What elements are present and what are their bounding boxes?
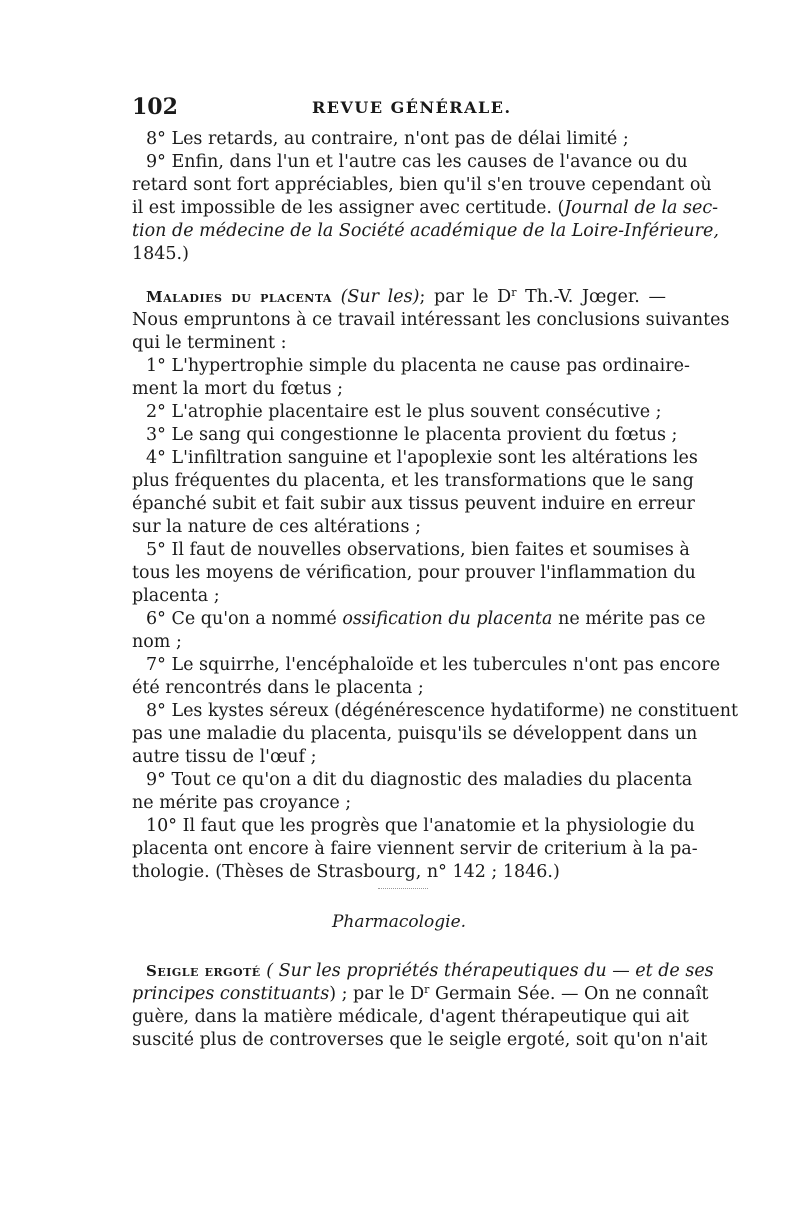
article-title: Maladies du placenta (146, 288, 332, 306)
section-divider (378, 888, 428, 889)
article-heading-line (132, 960, 714, 983)
section-heading-pharmacology: Pharmacologie. (331, 912, 467, 932)
list-item-line: 9° Tout ce qu'on a dit du diagnostic des maladies du placenta (146, 770, 693, 790)
page-number: 102 (132, 94, 178, 120)
list-item-line: 5° Il faut de nouvelles observations, bien faites et soumises à (146, 540, 690, 560)
article-heading-line (132, 286, 666, 309)
list-item-line: 4° L'infiltration sanguine et l'apoplexie sont les altérations les (146, 448, 698, 468)
list-item-line: été rencontrés dans le placenta ; (132, 678, 424, 698)
section-delivery-timing (132, 128, 719, 266)
paragraph-line: Nous empruntons à ce travail intéressant les conclusions suivantes (132, 310, 730, 330)
section-ergot (132, 960, 714, 1052)
article-subject: ( Sur les propriétés thérapeutiques du — et de ses (266, 961, 714, 981)
journal-citation: Journal de la sec- (564, 198, 719, 218)
article-title: Seigle ergoté (146, 962, 261, 980)
line-text: il est impossible de les assigner avec certitude. ( (132, 198, 565, 218)
paragraph-line: 1845.) (132, 244, 189, 264)
list-item-line (132, 608, 706, 631)
list-item-line: plus fréquentes du placenta, et les transformations que le sang (132, 471, 694, 491)
running-title: REVUE GÉNÉRALE. (312, 98, 512, 117)
paragraph-line (132, 197, 719, 220)
line-text: ne mérite pas ce (552, 609, 706, 629)
line-text: 6° Ce qu'on a nommé (146, 609, 343, 629)
list-item-line: 7° Le squirrhe, l'encéphaloïde et les tubercules n'ont pas encore (146, 655, 721, 675)
list-item-line: épanché subit et fait subir aux tissus peuvent induire en erreur (132, 494, 695, 514)
list-item-line: placenta ont encore à faire viennent servir de criterium à la pa- (132, 839, 698, 859)
author-intro: ; par le D (419, 287, 512, 307)
list-item-line: 3° Le sang qui congestionne le placenta provient du fœtus ; (146, 425, 678, 445)
paragraph-line: retard sont fort appréciables, bien qu'il s'en trouve cependant où (132, 175, 712, 195)
article-subject: (Sur les) (340, 287, 420, 307)
list-item-line: thologie. (Thèses de Strasbourg, n° 142 ; 1846.) (132, 862, 560, 882)
emphasis-text: ossification du placenta (342, 609, 553, 629)
journal-citation: tion de médecine de la Société académique de la Loire-Inférieure, (132, 221, 719, 241)
list-item-line: autre tissu de l'œuf ; (132, 747, 317, 767)
article-subject: principes constituants (132, 984, 330, 1004)
paragraph-line: qui le terminent : (132, 333, 287, 353)
list-item-line: ne mérite pas croyance ; (132, 793, 352, 813)
author-name: Germain Sée. — On ne connaît (429, 984, 709, 1004)
author-intro: ) ; par le D (329, 984, 425, 1004)
list-item-line: sur la nature de ces altérations ; (132, 517, 421, 537)
list-item-line: nom ; (132, 632, 182, 652)
list-item-line: 1° L'hypertrophie simple du placenta ne cause pas ordinaire- (146, 356, 690, 376)
list-item-line: 10° Il faut que les progrès que l'anatomie et la physiologie du (146, 816, 695, 836)
paragraph-line: 9° Enfin, dans l'un et l'autre cas les causes de l'avance ou du (146, 152, 688, 172)
paragraph-line (132, 220, 719, 243)
list-item-line: 2° L'atrophie placentaire est le plus souvent consécutive ; (146, 402, 662, 422)
author-title-sup: r (511, 286, 517, 299)
list-item-line: pas une maladie du placenta, puisqu'ils se développent dans un (132, 724, 698, 744)
article-heading-line (132, 983, 709, 1006)
page-header (132, 94, 666, 124)
list-item-line: 8° Les kystes séreux (dégénérescence hydatiforme) ne constituent (146, 701, 739, 721)
list-item-line: tous les moyens de vérification, pour prouver l'inflammation du (132, 563, 696, 583)
paragraph-line: 8° Les retards, au contraire, n'ont pas de délai limité ; (146, 129, 629, 149)
list-item-line: ment la mort du fœtus ; (132, 379, 344, 399)
paragraph-line: guère, dans la matière médicale, d'agent thérapeutique qui ait (132, 1007, 689, 1027)
author-name: Th.-V. Jœger. — (516, 287, 666, 307)
section-placenta-diseases (132, 286, 739, 884)
paragraph-line: suscité plus de controverses que le seigle ergoté, soit qu'on n'ait (132, 1030, 708, 1050)
list-item-line: placenta ; (132, 586, 220, 606)
author-title-sup: r (424, 983, 430, 996)
